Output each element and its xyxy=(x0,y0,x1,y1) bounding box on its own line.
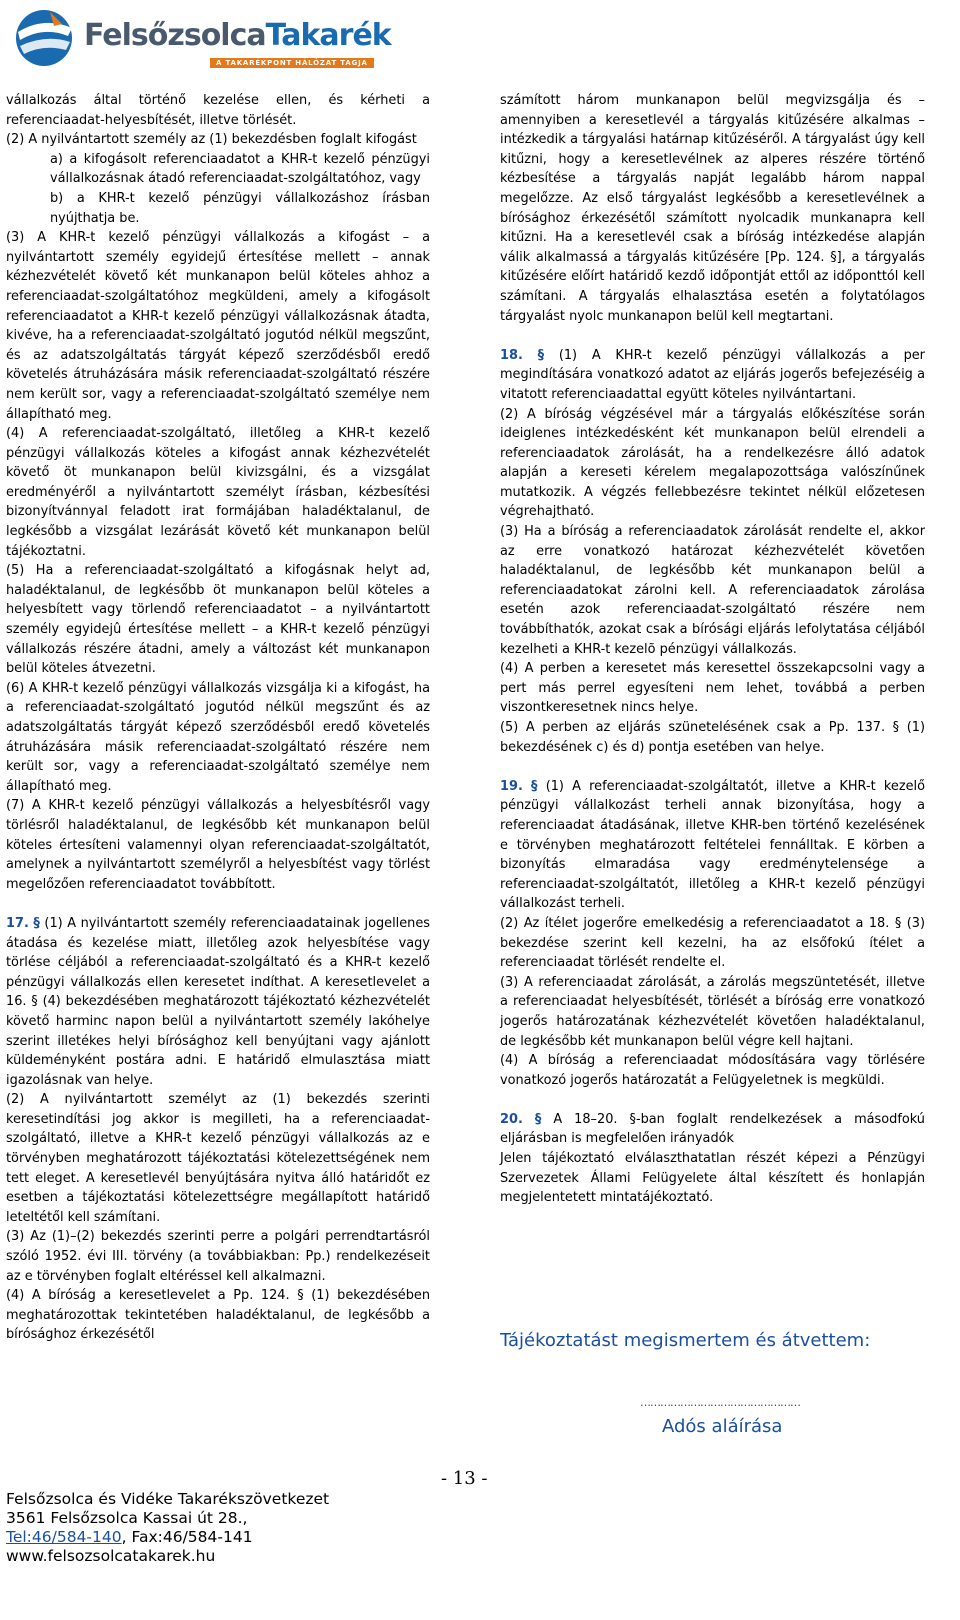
paragraph-text: (3) A KHR-t kezelő pénzügyi vállalkozás a kifogást – a nyilvántartott személy egyidejű értesítése mellett – annak kézhezvételét követő két munkanapon belül köteles ahhoz a referenciaadat-szolgáltatóhoz megküldeni, amely a kifogásolt referenciaadatot a KHR-t kezelő pénzügyi vállalkozásnak átadta, kivéve, ha a referenciaadat-szolgáltató jogutód nélkül megszűnt, és az adatszolgáltatás tárgyát képező szerződésből eredő követelés átruházására másik referenciaadat-szolgáltató részére nem került sor, vagy a referenciaadat-szolgáltató személye nem állapítható meg. xyxy=(6,230,430,422)
paragraph-text: (2) A bíróság végzésével már a tárgyalás előkészítése során ideiglenes intézkedésként két munkanapon belül elrendeli a referenciaadatok zárolását, ha a rendelkezésre álló adatok alapján a kereseti kérelem megalapozottsága valószínűnek mutatkozik. A végzés fellebbezésre tekintet nélkül előzetesen végrehajtható. xyxy=(500,406,925,520)
body-paragraph xyxy=(500,1051,925,1090)
section-paragraph xyxy=(500,346,925,405)
page-header xyxy=(0,0,960,82)
paragraph-text: (1) A referenciaadat-szolgáltatót, illetve a KHR-t kezelő pénzügyi vállalkozást terheli annak bizonyítása, hogy a referenciaadat átadásának, illetve KHR-ben történő kezelésének e törvényben meghatározott feltételei fennálltak. E körben a bizonyítás elmaradása vagy eredménytelensége a referenciaadat-szolgáltatót, illetőleg a KHR-t kezelő pénzügyi vállalkozást terheli. xyxy=(500,778,925,912)
section-paragraph xyxy=(500,1110,925,1149)
section-paragraph xyxy=(500,777,925,914)
paragraph-text: a) a kifogásolt referenciaadatot a KHR-t kezelő pénzügyi vállalkozásnak átadó referenciaadat-szolgáltatóhoz, vagy xyxy=(50,151,430,187)
paragraph-text: b) a KHR-t kezelő pénzügyi vállalkozáshoz írásban nyújthatja be. xyxy=(50,190,430,226)
section-number: 17. xyxy=(6,915,29,931)
paragraph-spacer xyxy=(6,894,430,914)
paragraph-text: (1) A nyilvántartott személy referenciaadatainak jogellenes átadása és kezelése miatt, illetőleg azok helyesbítése vagy törlése céljából a referenciaadat-szolgáltató és a KHR-t kezelő pénzügyi vállalkozás ellen keresetet indíthat. A keresetlevelet a 16. § (4) bekezdésében meghatározott tájékoztató kézhezvételét követő harminc napon belül a nyilvántartott személy lakóhelye szerint illetékes helyi bírósághoz kell benyújtani vagy ajánlott küldeményként postára adni. E határidő elmulasztása miatt igazolásnak van helye. xyxy=(6,915,430,1088)
body-paragraph xyxy=(6,679,430,797)
page-footer xyxy=(6,1490,329,1566)
paragraph-text: (2) A nyilvántartott személy az (1) bekezdésben foglalt kifogást xyxy=(6,132,417,148)
section-paragraph xyxy=(6,914,430,1090)
brand-name-part1: Felsőzsolca xyxy=(84,18,266,53)
body-paragraph xyxy=(6,130,430,150)
body-paragraph xyxy=(500,659,925,718)
body-paragraph xyxy=(6,796,430,894)
body-paragraph xyxy=(6,150,430,189)
signature-line: ………………………………………… xyxy=(640,1396,800,1409)
footer-address: 3561 Felsőzsolca Kassai út 28., xyxy=(6,1509,248,1527)
paragraph-text: (3) Ha a bíróság a referenciaadatok zárolását rendelte el, akkor az erre vonatkozó határozat kézhezvételét követően haladéktalanul, de legkésőbb két munkanapon belül a referenciaadatokat zárolni kell. A referenciaadatok zárolása esetén azok referenciaadat-szolgáltató részére nem továbbíthatók, azokat csak a bírósági eljárás lefolytatása céljából kezelheti a KHR-t kezelõ pénzügyi vállalkozás. xyxy=(500,524,925,657)
section-number: 20. xyxy=(500,1111,523,1127)
footer-website: www.felsozsolcatakarek.hu xyxy=(6,1547,216,1565)
body-paragraph xyxy=(6,424,430,561)
body-paragraph xyxy=(6,228,430,424)
section-sign: § xyxy=(33,915,40,931)
paragraph-text: (3) Az (1)–(2) bekezdés szerinti perre a polgári perrendtartásról szóló 1952. évi III. törvény (a továbbiakban: Pp.) rendelkezéseit az e törvényben foglalt eltéréssel kell alkalmazni. xyxy=(6,1229,430,1284)
paragraph-text: (5) Ha a referenciaadat-szolgáltató a kifogásnak helyt ad, haladéktalanul, de legkésőbb öt munkanapon belül köteles a helyesbített vagy törlendő referenciaadatot – a nyilvántartott személy egyidejû értesítése mellett – a KHR-t kezelő pénzügyi vállalkozás részére átadni, amely a változást két munkanapon belül köteles átvezetni. xyxy=(6,563,430,677)
left-text-column xyxy=(6,91,430,1345)
footer-phone-link[interactable]: Tel:46/584-140 xyxy=(6,1528,122,1546)
footer-contact xyxy=(6,1528,329,1547)
body-paragraph xyxy=(6,561,430,679)
body-paragraph xyxy=(500,1149,925,1208)
page-number: - 13 - xyxy=(441,1468,488,1489)
paragraph-text: (2) Az ítélet jogerőre emelkedésig a referenciaadatot a 18. § (3) bekezdése szerint kell kezelni, ha az elsőfokú ítélet a referenciaadat törlését rendelte el. xyxy=(500,915,925,971)
paragraph-text: (2) A nyilvántartott személyt az (1) bekezdés szerinti keresetindítási jog akkor is megilleti, ha a referenciaadat-szolgáltató, illetve a KHR-t kezelő pénzügyi vállalkozás az e törvényben meghatározott tájékoztatási kötelezettségének nem tett eleget. A keresetlevél benyújtására nyitva álló határidőt ez esetben a tájékoztatási kötelezettségre megállapított határidő leteltétől kell számítani. xyxy=(6,1092,430,1225)
paragraph-text: (7) A KHR-t kezelő pénzügyi vállalkozás a helyesbítésről vagy törlésről haladéktalanul, de legkésőbb két munkanapon belül köteles értesíteni valamennyi olyan referenciaadat-szolgáltatót, amelynek a nyilvántartott személyről a helyesbítést vagy törlést megelőzően referenciaadatot továbbított. xyxy=(6,798,430,892)
section-number: 19. xyxy=(500,778,523,794)
paragraph-text: vállalkozás által történő kezelése ellen, és kérheti a referenciaadat-helyesbítését, illetve törlését. xyxy=(6,93,430,128)
body-paragraph xyxy=(500,405,925,523)
paragraph-text: (4) A bíróság a keresetlevelet a Pp. 124. § (1) bekezdésében meghatározottak tekintetében haladéktalanul, de legkésőbb a bírósághoz érkezésétől xyxy=(6,1288,430,1343)
paragraph-spacer xyxy=(500,326,925,346)
body-paragraph xyxy=(6,1286,430,1345)
brand-tagline: A TAKARÉKPONT HÁLÓZAT TAGJA xyxy=(210,58,374,68)
footer-company: Felsőzsolca és Vidéke Takarékszövetkezet xyxy=(6,1490,330,1508)
body-paragraph xyxy=(500,91,925,326)
acknowledgement-text: Tájékoztatást megismertem és átvettem: xyxy=(500,1330,871,1351)
body-paragraph xyxy=(6,1090,430,1227)
paragraph-text: (6) A KHR-t kezelő pénzügyi vállalkozás vizsgálja ki a kifogást, ha a referenciaadat-szolgáltató jogutód nélkül megszűnt és az adatszolgáltatás tárgyát képező szerződésből eredő követelés átruházására másik referenciaadat-szolgáltató részére nem került sor, vagy a referenciaadat-szolgáltató személye nem állapítható meg. xyxy=(6,680,430,794)
section-sign: § xyxy=(534,1111,542,1127)
paragraph-spacer xyxy=(500,757,925,777)
signature-label: Adós aláírása xyxy=(662,1416,783,1437)
paragraph-text: (3) A referenciaadat zárolását, a zárolás megszüntetését, illetve a referenciaadat helyesbítését, törlését a bíróság erre vonatkozó jogerős határozatának kézhezvételét követően haladéktalanul, de legkésőbb két munkanapon belül végre kell hajtani. xyxy=(500,974,925,1049)
body-paragraph xyxy=(6,1227,430,1286)
section-sign: § xyxy=(537,347,545,363)
brand-name xyxy=(84,18,391,53)
section-number: 18. xyxy=(500,347,523,363)
body-paragraph xyxy=(500,522,925,659)
right-text-column xyxy=(500,91,925,1208)
paragraph-text: A 18–20. §-ban foglalt rendelkezések a másodfokú eljárásban is megfelelően irányadók xyxy=(500,1111,925,1147)
brand-name-part2: Takarék xyxy=(265,18,391,53)
paragraph-text: (5) A perben az eljárás szünetelésének csak a Pp. 137. § (1) bekezdésének c) és d) pontja esetében van helye. xyxy=(500,720,925,755)
body-paragraph xyxy=(6,91,430,130)
body-paragraph xyxy=(500,973,925,1051)
paragraph-spacer xyxy=(500,1090,925,1110)
body-paragraph xyxy=(500,718,925,757)
paragraph-text: számított három munkanapon belül megvizsgálja és – amennyiben a keresetlevél a tárgyalás kitűzésére alkalmas – intézkedik a tárgyalási határnap kitűzéséről. A tárgyalást úgy kell kitűzni, hogy a keresetlevélnek az alperes részére történő kézbesítése a tárgyalás napját legalább három nappal megelőzze. Az első tárgyalást legkésőbb a keresetlevélnek a bírósághoz érkezésétől számított nyolcadik munkanapra kell kitűzni. Ha a keresetlevél csak a bíróság intézkedése alapján válik alkalmassá a tárgyalás kitűzésére [Pp. 124. §], a tárgyalás kitűzésére előírt határidő kezdő időpontját ettől az időponttól kell számítani. A tárgyalás elhalasztása esetén a folytatólagos tárgyalást nyolc munkanapon belül kell megtartani. xyxy=(500,93,925,324)
body-paragraph xyxy=(6,189,430,228)
footer-fax: , Fax:46/584-141 xyxy=(121,1528,253,1546)
bank-logo xyxy=(10,6,390,72)
paragraph-text: (4) A perben a keresetet más keresettel összekapcsolni vagy a pert más perrel egyesíteni nem lehet, továbbá a perben viszontkeresetnek nincs helye. xyxy=(500,661,925,716)
section-sign: § xyxy=(531,778,538,794)
body-paragraph xyxy=(500,914,925,973)
paragraph-text: (1) A KHR-t kezelő pénzügyi vállalkozás a per megindítására vonatkozó adatot az eljárás jogerős befejezéséig a vitatott referenciaadattal együtt köteles nyilvántartani. xyxy=(500,347,925,402)
paragraph-text: Jelen tájékoztató elválaszthatatlan részét képezi a Pénzügyi Szervezetek Állami Felügyelete által készített és honlapján megjelentetett mintatájékoztató. xyxy=(500,1151,925,1206)
paragraph-text: (4) A referenciaadat-szolgáltató, illetőleg a KHR-t kezelő pénzügyi vállalkozás köteles a kifogást annak kézhezvételét követő öt munkanapon belül kivizsgálni, és a vizsgálat eredményéről a nyilvántartott személyt írásban, kézbesítési bizonyítvánnyal feladott irat formájában haladéktalanul, de legkésőbb a vizsgálat lezárását követő két munkanapon belül tájékoztatni. xyxy=(6,426,430,559)
paragraph-text: (4) A bíróság a referenciaadat módosítására vagy törlésére vonatkozó jogerős határozatát a Felügyeletnek is megküldi. xyxy=(500,1053,925,1088)
logo-emblem-icon xyxy=(10,6,80,70)
